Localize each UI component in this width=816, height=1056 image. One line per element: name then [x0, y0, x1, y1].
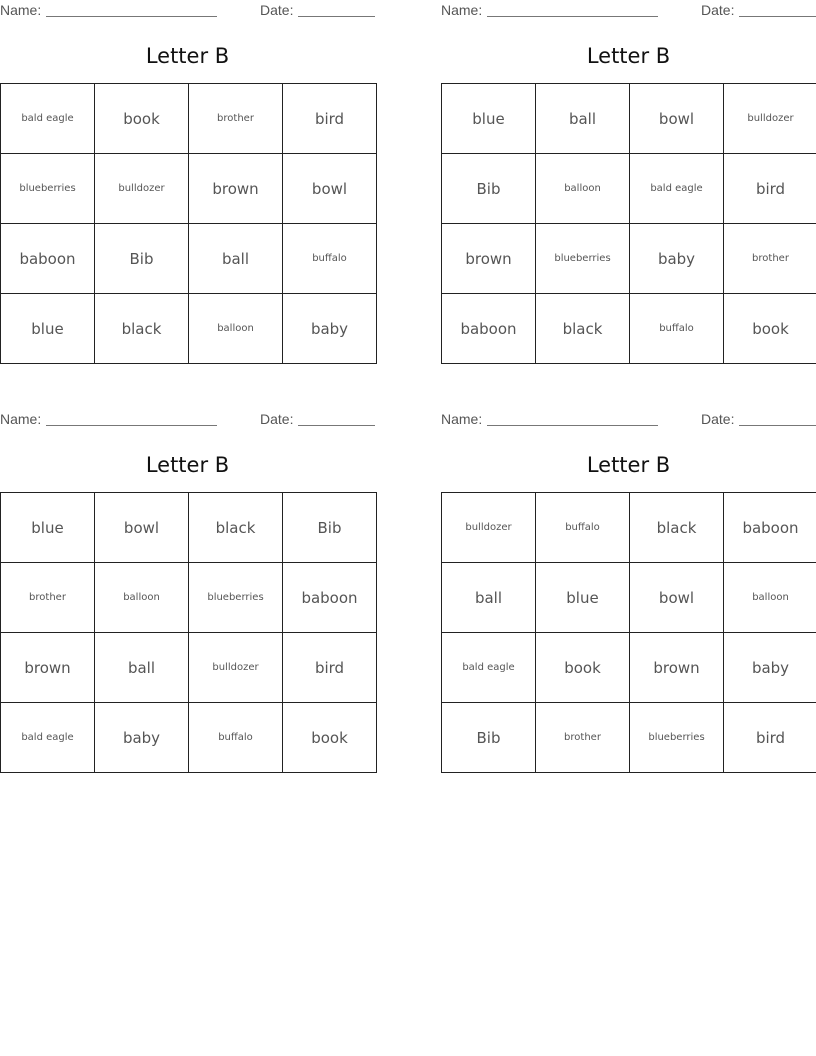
grid-cell: buffalo [189, 703, 283, 773]
grid-cell: brother [1, 563, 95, 633]
bingo-card-1 [0, 0, 375, 338]
grid-row [1, 563, 377, 633]
grid-cell: black [95, 294, 189, 364]
card-title: Letter B [145, 44, 230, 68]
grid-cell: baby [724, 633, 816, 703]
grid-cell: balloon [189, 294, 283, 364]
grid-cell: baboon [1, 224, 95, 294]
grid-row [442, 633, 816, 703]
grid-row [442, 493, 816, 563]
grid-cell: bird [724, 703, 816, 773]
grid-cell: balloon [95, 563, 189, 633]
grid-cell: baboon [724, 493, 816, 563]
grid-cell: baby [630, 224, 724, 294]
name-field-line[interactable] [487, 425, 658, 426]
grid-cell: book [95, 84, 189, 154]
grid-row [1, 493, 377, 563]
grid-cell: bulldozer [724, 84, 816, 154]
grid-cell: book [283, 703, 377, 773]
grid-cell: brown [1, 633, 95, 703]
bingo-grid [0, 492, 377, 773]
card-header [0, 0, 375, 20]
grid-cell: ball [442, 563, 536, 633]
date-label: Date: [260, 411, 294, 427]
name-label: Name: [441, 2, 483, 18]
grid-cell: bird [283, 84, 377, 154]
grid-cell: bald eagle [1, 84, 95, 154]
grid-cell: bulldozer [95, 154, 189, 224]
grid-cell: blue [536, 563, 630, 633]
grid-cell: blueberries [189, 563, 283, 633]
bingo-card-2 [441, 0, 816, 338]
grid-row [1, 84, 377, 154]
grid-cell: blueberries [1, 154, 95, 224]
grid-cell: bald eagle [630, 154, 724, 224]
grid-cell: black [189, 493, 283, 563]
grid-cell: blue [1, 493, 95, 563]
grid-cell: Bib [442, 703, 536, 773]
grid-row [442, 154, 816, 224]
name-field-line[interactable] [46, 16, 217, 17]
grid-cell: brother [536, 703, 630, 773]
bingo-card-4 [441, 409, 816, 747]
grid-cell: bald eagle [1, 703, 95, 773]
grid-row [1, 633, 377, 703]
grid-row [442, 703, 816, 773]
grid-cell: blueberries [536, 224, 630, 294]
grid-cell: bird [724, 154, 816, 224]
grid-row [442, 563, 816, 633]
grid-cell: bowl [630, 84, 724, 154]
date-label: Date: [260, 2, 294, 18]
grid-row [442, 84, 816, 154]
grid-cell: brother [189, 84, 283, 154]
card-header [441, 409, 816, 429]
grid-cell: blue [442, 84, 536, 154]
bingo-grid [441, 83, 816, 364]
grid-cell: blueberries [630, 703, 724, 773]
date-field-line[interactable] [298, 425, 375, 426]
grid-cell: ball [536, 84, 630, 154]
grid-cell: bulldozer [442, 493, 536, 563]
grid-cell: balloon [724, 563, 816, 633]
grid-cell: Bib [283, 493, 377, 563]
name-label: Name: [0, 411, 42, 427]
grid-cell: bulldozer [189, 633, 283, 703]
grid-cell: Bib [95, 224, 189, 294]
bingo-grid [0, 83, 377, 364]
bingo-grid [441, 492, 816, 773]
grid-cell: brown [189, 154, 283, 224]
grid-row [442, 294, 816, 364]
card-title: Letter B [586, 44, 671, 68]
grid-cell: bowl [283, 154, 377, 224]
grid-cell: book [536, 633, 630, 703]
name-field-line[interactable] [487, 16, 658, 17]
grid-cell: brother [724, 224, 816, 294]
date-label: Date: [701, 411, 735, 427]
grid-cell: baboon [283, 563, 377, 633]
card-title: Letter B [586, 453, 671, 477]
grid-cell: buffalo [283, 224, 377, 294]
date-label: Date: [701, 2, 735, 18]
bingo-card-3 [0, 409, 375, 747]
grid-cell: bowl [630, 563, 724, 633]
card-title: Letter B [145, 453, 230, 477]
grid-row [1, 224, 377, 294]
grid-row [442, 224, 816, 294]
date-field-line[interactable] [739, 16, 816, 17]
grid-cell: brown [442, 224, 536, 294]
grid-cell: buffalo [536, 493, 630, 563]
grid-cell: balloon [536, 154, 630, 224]
grid-cell: Bib [442, 154, 536, 224]
grid-cell: ball [189, 224, 283, 294]
card-header [0, 409, 375, 429]
grid-cell: book [724, 294, 816, 364]
grid-cell: bird [283, 633, 377, 703]
grid-cell: bowl [95, 493, 189, 563]
grid-cell: black [630, 493, 724, 563]
date-field-line[interactable] [298, 16, 375, 17]
card-header [441, 0, 816, 20]
grid-cell: buffalo [630, 294, 724, 364]
date-field-line[interactable] [739, 425, 816, 426]
grid-cell: blue [1, 294, 95, 364]
grid-cell: bald eagle [442, 633, 536, 703]
grid-cell: black [536, 294, 630, 364]
grid-row [1, 294, 377, 364]
name-field-line[interactable] [46, 425, 217, 426]
grid-cell: baby [283, 294, 377, 364]
grid-cell: ball [95, 633, 189, 703]
grid-row [1, 703, 377, 773]
name-label: Name: [0, 2, 42, 18]
grid-cell: baboon [442, 294, 536, 364]
name-label: Name: [441, 411, 483, 427]
grid-cell: brown [630, 633, 724, 703]
grid-row [1, 154, 377, 224]
grid-cell: baby [95, 703, 189, 773]
